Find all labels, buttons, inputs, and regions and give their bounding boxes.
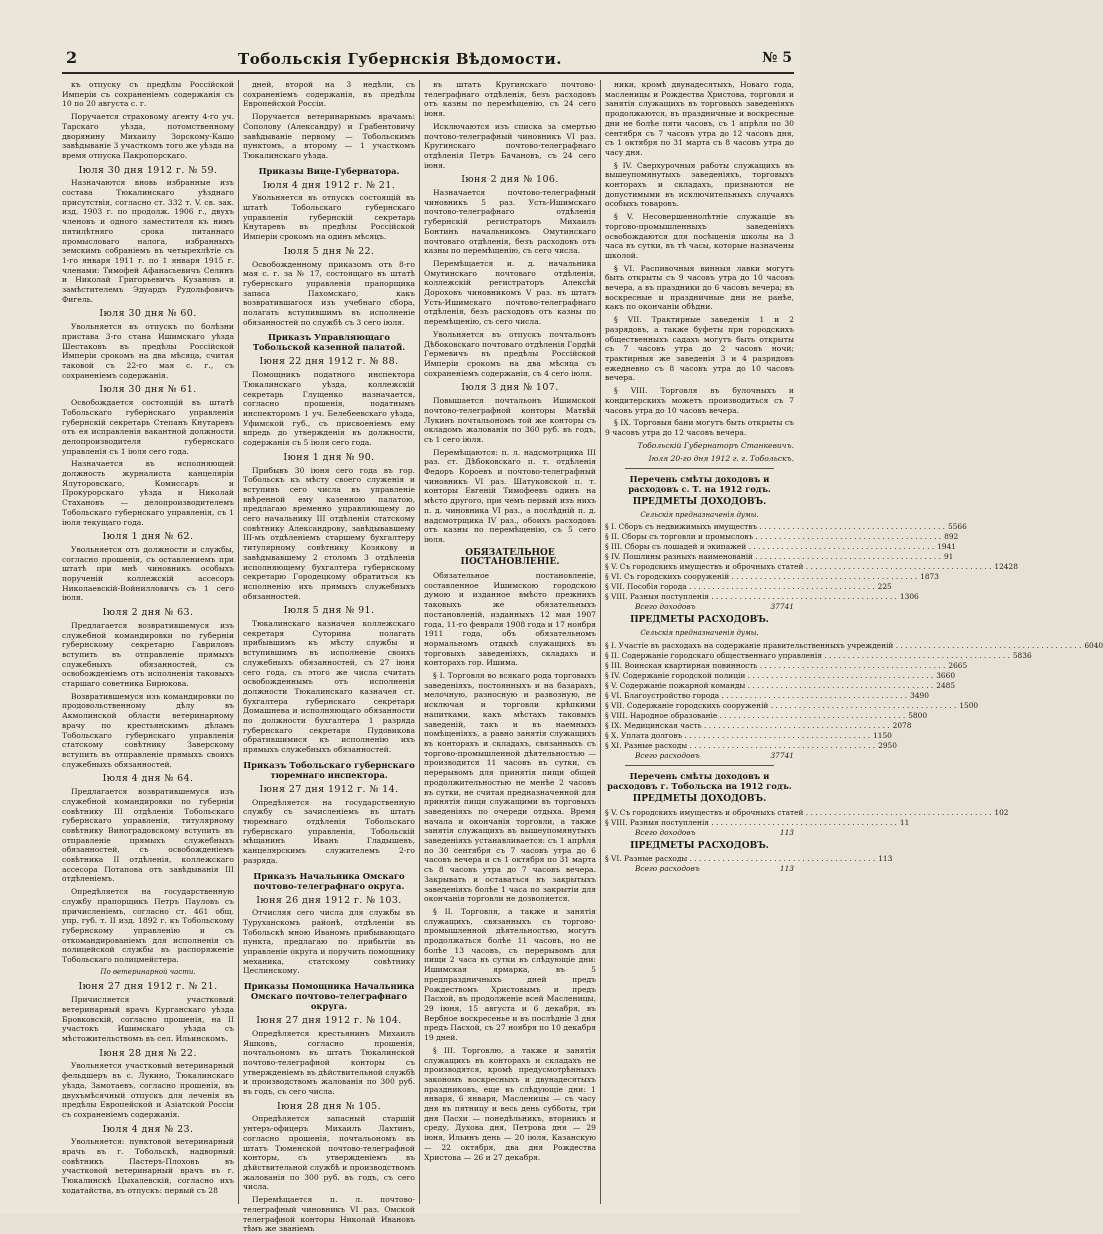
budget-row-amount: 12428 [994,562,1018,572]
budget-row [605,532,959,542]
column-divider [419,80,420,1204]
paragraph: § II. Торговля, а также и занятія служащихъ, связанныхъ съ торгово-промышленной дѣятельностью, могутъ продолжаться болѣе 11 часовъ, но не болѣе 13 часовъ, съ перерывомъ для пищи 2 часа въ сутки въ слѣдующіе дни: Ишимская ярмарка, въ 5 предпраздничныхъ дней предъ Рождествомъ Христовымъ и предъ Пасхой, въ продолженіе всей Масленицы, 29 іюня, 15 августа и 6 декабря, въ Вербное воскресенье и въ послѣдніе 3 дня предъ Пасхой, съ 27 ноября по 10 декабря 19 дней. [424,906,596,1043]
budget-row-label: § IV. Содержаніе городской полиціи . . . [605,671,933,681]
paragraph: Назначаются вновь избранные изъ состава Тюкалинскаго уѣзднаго присутствія, согласно ст. 332 т. V. св. зак. изд. 1903 г. по продолж. 1906 г., двухъ членовъ и одного заместителя къ нимъ пятилѣтняго срока питаннаго промысловаго налога, избранныхъ земскимъ собраніемъ въ четырехлѣтіе съ 1-го января 1911 г. по 1 января 1915 г. членами: Тимофей Афанасьевичъ Селинъ и Николай Григорьевичъ Кузановъ и замѣстителемъ Эдуардъ Рудольфовичъ Фигель. [62,178,234,304]
budget-row-amount: 892 [944,532,959,542]
paragraph: Назначается почтово-телеграфный чиновникъ 5 раз. Усть-Ишимскаго почтово-телеграфнаго отдѣленія губернскій регистраторъ Михаилъ Бонтинъ начальникомъ Омутинскаго почтоваго отдѣленія, безъ расходовъ отъ казны по перемѣщенію, съ сего числа. [424,188,596,256]
budget-row-amount: 102 [994,807,1009,817]
paragraph: ники, кромѣ двунадесятыхъ, Новаго года, масленицы и Рождества Христова, торговля и занятія служащихъ въ торговыхъ заведеніяхъ продолжаются, въ праздничные и воскресные дни не болѣе пяти часовъ, съ 1 апрѣля по 30 сентября съ 7 часовъ утра до 12 часовъ дня, съ 1 октября по 31 марта съ 8 часовъ утра до часу дня. [605,80,794,157]
columns [62,80,1103,1234]
budget-row [605,817,910,828]
budget-row [605,720,912,731]
budget-row [605,807,1009,818]
column-4 [605,80,1103,1204]
paragraph: Перемѣщается и. д. начальника Омутинскаго почтоваго отдѣленія, коллежскій регистраторъ Алексѣй Дороховъ чиновникомъ V раз. въ штатъ Усть-Ишимскаго почтово-телеграфнаго отдѣленія, безъ расходовъ отъ казны по перемѣщенію, съ сего числа. [424,258,596,327]
budget-row-amount: 5800 [908,710,928,720]
paragraph: Освобождается состоящій въ штатѣ Тобольскаго губернскаго управленія губернскій секретарь Степанъ Кнутаревъ отъ ея исправленія вакантной должности делопроизводителя губернскаго управленія съ 1 іюля сего года. [62,398,234,456]
order-date: Іюня 28 дня № 105. [276,1100,382,1112]
order-date: Іюня 27 дня 1912 г. № 104. [256,1015,402,1027]
paragraph: Увольняется отъ должности и службы, согласно прошенія, съ оставлениемъ при штатѣ при мнѣ чиновникъ особыхъ порученій коллежскій ассесоръ Николаевскій-Войнилловичъ съ 1 сего іюля. [62,544,234,603]
order-date: Іюля 4 дня № 64. [102,773,194,785]
paragraph: § VII. Трактирные заведенія 1 и 2 разрядовъ, а также буфеты при городскихъ общественныхъ садахъ могутъ быть открыты съ 7 часовъ утра до 2 часовъ ночи; трактирныя же заведенія 3 и 4 разрядовъ ежедневно съ 8 часовъ утра до 10 часовъ вечера. [605,315,794,383]
budget-section: ПРЕДМЕТЫ РАСХОДОВЪ. [630,615,769,626]
budget-row [605,552,954,562]
order-date: Іюня 1 дня № 90. [283,451,375,463]
budget-row-label: § XI. Разные расходы . . . [605,741,875,751]
budget-row [605,730,892,741]
budget-row-amount: 6040 [1084,640,1103,650]
column-2 [243,80,415,1234]
budget-row-amount: 2078 [892,720,912,730]
budget-row-label: § VI. Съ городскихъ сооруженій . . . [605,572,917,582]
budget-row [605,700,979,711]
budget-row [605,592,919,602]
paragraph: § IX. Торговыя бани могутъ быть открыты съ 9 часовъ утра до 12 часовъ вечера. [605,418,794,437]
order-date: Іюля 2 дня № 63. [102,607,194,619]
paragraph: Увольняется въ отпускъ почтальонъ Дѣбоковскаго почтоваго отдѣленія Гордѣй Гермевичъ въ предѣлы Россійской Имперіи срокомъ на два мѣсяца съ сохраненіемъ содержанія, съ 4 сего іюля. [424,329,596,378]
paragraph: Перемѣщаются: п. л. надсмотрщика III раз. ст. Дѣбоковскаго п. т. отдѣленія Федоръ Короевъ и почтово-телеграфный чиновникъ VI раз. Шатуковской п. т. конторы Евгеній Тимофеевъ одинъ на мѣсто другого, при чемъ первый изъ нихъ п. д. чиновника VI раз., а послѣдній п. д. надсмотрщика IV раз., обоихъ расходовъ отъ казны по перемѣщенію, съ 5 сего іюля. [424,447,596,544]
paragraph: дней, второй на 3 недѣли, съ сохраненіемъ содержанія, въ предѣлы Европейской Россіи. [243,80,415,109]
paragraph: Увольняется въ отпускъ состоящій въ штатѣ Тобольскаго губернскаго управленія губернскій секретарь Кнутаревъ въ предѣлы Россійской Имперіи срокомъ на одинъ мѣсяцъ. [243,193,415,242]
budget-section: ПРЕДМЕТЫ РАСХОДОВЪ. [630,840,769,851]
journal-title: Тобольскія Губернскія Вѣдомости. [238,50,562,68]
paragraph: Возвратившемуся изъ командировки по продовольственному дѣлу въ Акмолинской области ветеринарному врачу по крестьянскимъ дѣламъ Тобольскаго губернскаго управленія статскому совѣтнику Заверскому вступить въ отправленіе прямыхъ своихъ служебныхъ обязанностей. [62,691,234,769]
order-date: Іюля 30 дня № 60. [99,308,197,320]
order-date: Іюля 5 дня № 22. [283,245,375,257]
income-list [605,807,1009,828]
paragraph: § VI. Распивочныя винныя лавки могутъ быть открыты съ 9 часовъ утра до 10 часовъ вечера, а въ праздники до 6 часовъ вечера; въ воскресные и праздничные дни не ранѣе, какъ по окончаніи обѣдни. [605,263,794,312]
budget-row-label: § IX. Медицинская часть . . . [605,721,890,731]
issue-number: № 5 [762,50,792,66]
budget-row-amount: 2950 [878,740,897,750]
paragraph: Опредѣляется на государственную службу прапорщикъ Петръ Пауловъ съ причисленіемъ, согласно ст. 461 общ. упр. губ. т. II изд. 1892 г. къ Тобольскому губернскому управленію и съ откомандированіемъ для исполненія съ полицейской службы въ распоряженіе Тобольскаго полицмейстера. [62,887,234,965]
budget-row-label: § VI. Разные расходы . . . [605,854,875,864]
paragraph: Исключаются изъ списка за смертью почтово-телеграфный чиновникъ VI раз. Кругинскаго почтово-телеграфнаго отдѣленія Петръ Бачановъ, съ 24 сего іюня. [424,121,596,170]
budget-row-amount: 5566 [948,522,967,532]
expense-list [605,640,1103,751]
column-1 [62,80,234,1204]
section-heading: Приказы Вице-Губернатора. [258,165,400,176]
budget-row-amount: 225 [877,582,892,592]
budget-row-amount: 2485 [936,680,956,690]
column-3 [424,80,596,1204]
paragraph: Прибывъ 30 іюня сего года въ гор. Тобольскъ къ мѣсту своего служенія и вступивъ сего числа въ управленіе ввѣренной ему казенною палатою, предлагаю временно управляющему до сего начальнику III отдѣленія статскому совѣтнику Александрову, завѣдывавшему III-мъ отдѣленіемъ старшему бухгалтеру титулярному совѣтнику Козякову и завѣдывавшему 2 столомъ 3 отдѣленія исполняющему бухгалтера губернскому секретарю Городецкому обратиться къ исполненію ихъ прямыхъ служебныхъ обязанностей. [243,465,415,601]
section-heading: Приказъ Тобольскаго губернскаго тюремнаго инспектора. [243,759,415,780]
budget-row [605,710,928,721]
order-date: Іюня 27 дня 1912 г. № 14. [259,783,399,795]
budget-row-label: § I. Участіе въ расходахъ на содержаніе правительственныхъ учрежденій . . . [605,641,1081,651]
order-date: Іюля 30 дня № 61. [99,384,197,396]
order-date: Іюня 2 дня № 106. [461,174,559,186]
signature: Тобольскій Губернаторъ Станкевичъ. [637,440,794,450]
expense-total: Всего расходовъ 37741 [635,750,794,760]
budget-row-amount: 2665 [948,660,968,670]
paragraph: § VIII. Торговля въ булочныхъ и кондитерскихъ можетъ производиться съ 7 часовъ утра до 10 часовъ вечера. [605,386,794,415]
budget-row-label: § VII. Содержаніе городскихъ сооруженій . . . [605,701,956,711]
budget-section: ПРЕДМЕТЫ ДОХОДОВЪ. [632,793,767,804]
budget-row [605,854,893,864]
order-date: Іюня 27 дня 1912 г. № 21. [78,981,218,993]
income-total: Всего доходовъ 37741 [635,602,794,612]
budget-row-label: § VII. Пособія города . . . [605,582,875,592]
divider [625,468,774,469]
order-date: Іюня 26 дня 1912 г. № 103. [256,894,402,906]
section-heading: Приказъ Начальника Омскаго почтово-телеграфнаго округа. [253,870,405,891]
column-divider [238,80,239,1204]
paragraph: Обязательное постановленіе, составленное Ишимскою городскою думою и изданное вмѣсто прежнихъ таковыхъ же обязательныхъ постановленій, изданныхъ 12 мая 1907 года, 11-го февраля 1908 года и 17 ноября 1911 года, объ обязательномъ нормальномъ отдыхѣ служащихъ въ торговыхъ заведеніяхъ, складахъ и конторахъ гор. Ишима. [424,571,597,668]
order-date: Іюля 4 дня № 23. [102,1123,194,1135]
column-divider [600,80,601,1204]
budget-row-amount: 1500 [959,700,979,710]
expense-total: Всего расходовъ 113 [635,864,794,874]
budget-subtitle: Сельскія предназначенія думы. [640,510,759,519]
budget-row [605,670,956,681]
order-date: Іюля 30 дня 1912 г. № 59. [78,164,218,176]
order-date: Іюля 1 дня № 62. [102,531,194,543]
budget-section: ПРЕДМЕТЫ ДОХОДОВЪ. [632,497,767,508]
budget-row-amount: 91 [943,552,954,562]
header-rule [62,72,794,74]
paragraph: Увольняется участковый ветеринарный фельдшеръ въ с. Лукино, Тюкалинскаго уѣзда, Замотаевъ, согласно прошенія, въ двухъмѣсячный отпускъ для леченія въ предѣлы Европейской и Азіатской Россіи съ сохраненіемъ содержанія. [62,1061,234,1119]
budget-row-label: § V. Съ городскихъ имуществъ и оброчныхъ статей . . . [605,808,991,818]
paragraph: § V. Несовершеннолѣтніе служащіе въ торгово-промышленныхъ заведеніяхъ освобождаются для посѣщенія школы на 3 часа въ сутки, въ тѣ часы, которые назначены школой. [605,212,794,260]
order-date: Іюня 28 дня № 22. [99,1047,197,1059]
budget-row-label: § VIII. Народное образованіе . . . [605,711,905,721]
budget-row [605,680,956,691]
budget-row-label: § II. Сборы съ торговли и промысловъ . . . [605,532,941,542]
budget-subtitle: Сельскія предназначенія думы. [640,629,759,638]
budget-row [605,562,1018,572]
paragraph: Поручается ветеринарнымъ врачамъ: Сополову (Александру) и Грабентовичу завѣдываніе первому — Тобольскимъ пунктомъ, а второму — 1 участкомъ Тюкалинскаго уѣзда. [243,112,415,160]
paragraph: Причисляется участковый ветеринарный врачъ Курганскаго уѣзда Бровковскій, согласно прошенія, на II участокъ Ишимскаго уѣзда съ мѣстожительствомъ въ сел. Ильинскомъ. [62,995,234,1043]
order-date: Іюля 3 дня № 107. [461,382,559,394]
paragraph: § I. Торговля во всякаго рода торговыхъ заведеніяхъ, постоянныхъ и на базарахъ, мелочную, разносную и развозную, не исключая и торговли крѣпкими напитками, какъ мѣстахъ таковыхъ заведеній, такъ и въ наемныхъ помѣщеніяхъ, а равно занятія служащихъ въ конторахъ и складахъ, связанныхъ съ торгово-промышленной дѣятельностью — производится 11 часовъ въ сутки, съ перерывомъ для принятія пищи общей продолжительностью не менѣе 2 часовъ въ сутки, не считая предназначенной для принятія пищи служащими въ торговыхъ заведеніяхъ по очереди отдыха. Время начала и окончанія торговли, а также занятія служащихъ въ вышеупомянутыхъ заведеніяхъ устанавливается: съ 1 апрѣля по 30 сентября съ 7 часовъ утра до 6 часовъ вечера и съ 1 октября по 31 марта съ 8 часовъ утра до 7 часовъ вечера. Закрывать и оставаться въ закрытыхъ заведеніяхъ болѣе 1 часа по закрытіи для окончанія торговли не дозволяется. [424,671,596,904]
budget-row-amount: 113 [878,854,893,864]
paragraph: Опредѣляется запасный старшій унтеръ-офицеръ Михаилъ Лахтинъ, согласно прошенія, почтальономъ въ штатъ Тюменской почтово-телеграфной конторы, съ утвержденіемъ въ дѣйствительной службѣ и производствомъ жалованія по 300 руб. въ годъ, съ сего числа. [243,1114,415,1192]
paragraph: Тюкалинскаго казначея коллежскаго секретаря Суторина полагать прибывшимъ къ мѣсту службы и вступившимъ въ исполненіе своихъ служебныхъ обязанностей, съ 27 іюня сего года, съ этого же числа считать освобожденнымъ отъ исполненія должности Тюкалинскаго казначея ст. бухгалтера губернскаго секретаря Домашнева и исполняющаго обязанности по должности бухгалтера 1 разряда губернскаго секретаря Пудовикова обратившимися къ исполненію ихъ прямыхъ служебныхъ обязанностей. [243,619,415,755]
order-date: Іюля 4 дня 1912 г. № 21. [262,179,396,191]
order-date: Іюля 5 дня № 91. [283,605,375,617]
paragraph: Назначается въ исполняющей должность журналиста канцеляріи Ялуторовскаго, Комиссаръ и Прокурорскаго уѣзда и Николай Стахановъ — делопроизводителемъ Тобольскаго губернскаго управленія, съ 1 іюля текущаго года. [62,459,234,527]
budget-row [605,582,892,592]
budget-row [605,690,929,701]
budget-row-label: § V. Содержаніе пожарной команды . . . [605,681,933,691]
budget-row-amount: 3490 [910,690,929,700]
budget-row [605,522,967,532]
budget-row-label: § III. Воинская квартирная повинность . . . [605,661,945,671]
section-heading: ОБЯЗАТЕЛЬНОЕ ПОСТАНОВЛЕНІЕ. [460,547,560,568]
paragraph: Помощникъ податного инспектора Тюкалинскаго уѣзда, коллежскій секретарь Глущенко назначается, согласно прошенія, податнымъ инспекторомъ 1 уч. Белебеевскаго уѣзда, Уфимской губ., съ присвоеніемъ ему впредь до утвержденія въ должности, содержанія съ 5 іюля сего года. [243,370,415,448]
income-list [605,522,1018,602]
section-heading: Приказы Помощника Начальника Омскаго почтово-телеграфнаго округа. [243,981,415,1012]
paragraph: Опредѣляется крестьянинъ Михаилъ Яшковъ, согласно прошенія, почтальономъ въ штатъ Тюкалинской почтово-телеграфной конторы съ утвержденіемъ въ дѣйствительной службѣ и производствомъ жалованія по 300 руб. въ годъ, съ сего числа. [243,1028,415,1097]
budget-row-label: § VI. Благоустройство города . . . [605,691,907,701]
budget-row [605,660,968,671]
section-heading: Приказъ Управляющаго Тобольской казенной палатой. [252,332,406,353]
budget-row [605,542,956,552]
budget-row-amount: 3660 [936,670,956,680]
page-number: 2 [66,48,78,67]
budget-row-amount: 1941 [937,542,956,552]
income-total: Всего доходовъ 113 [635,827,794,837]
page-header [0,0,800,68]
paragraph: Предлагается возвратившемуся изъ служебной командировки по губерніи губернскому секретарю Гавриловъ вступить въ отправленіе прямыхъ служебныхъ обязанностей, съ освобожденіемъ отъ исполненія таковыхъ старшаго советника Бирюкова. [62,620,234,689]
budget-row-amount: 11 [899,817,910,827]
budget-row [605,572,939,582]
expense-list [605,854,893,864]
budget-row-label: § III. Сборы съ лошадей и экипажей . . . [605,542,934,552]
order-date: Іюня 22 дня 1912 г. № 88. [259,356,399,368]
budget-title: Перечень смѣты доходовъ и расходовъ с. Т. на 1912 годъ. [628,474,771,495]
budget-row-label: § VIII. Разныя поступленія . . . [605,592,897,602]
paragraph: къ отпуску съ предѣлы Россійской Имперіи съ сохраненіемъ содержанія съ 10 по 20 августа с. г. [62,80,234,109]
paragraph: Опредѣляется на государственную службу съ зачисленіемъ въ штатъ тюремнаго отдѣленія Тобольскаго губернскаго управленія, Тобольскій мѣщанинъ Иванъ Гладышевъ, канцелярскимъ служителемъ 2-го разряда. [243,797,415,865]
budget-row-amount: 5836 [1012,650,1032,660]
budget-row-label: § IV. Пошлины разныхъ наименованій . . . [605,552,941,562]
budget-row-amount: 1306 [899,592,919,602]
divider [625,765,774,766]
budget-row-label: § I. Сборъ съ недвижимыхъ имуществъ . . . [605,522,945,532]
paragraph: § IV. Сверхурочныя работы служащихъ въ вышеупомянутыхъ заведеніяхъ, торговыхъ конторахъ и складахъ, признаются не допустимыми въ исключительныхъ случаяхъ особыхъ товаровъ. [605,160,794,209]
paragraph: Перемѣщается п. л. почтово-телеграфный чиновникъ VI раз. Омской телеграфной конторы Николай Ивановъ тѣмъ же званіемъ [243,1195,415,1234]
signature-date: Іюля 20-го дня 1912 г. г. Тобольскъ. [648,454,794,464]
budget-row-label: § II. Содержаніе городскаго общественнаго управленія . . . [605,651,1010,661]
budget-title: Перечень смѣты доходовъ и расходовъ г. Тобольска на 1912 годъ. [607,770,792,791]
paragraph: Поручается страховому агенту 4-го уч. Тарскаго уѣзда, потомственному дворянину Михаилу Зорскому-Кашо завѣдываніе 3 участкомъ того же уѣзда на время отпуска Пакропорскаго. [62,112,234,160]
budget-row [605,650,1032,661]
paragraph: Отчисляя сего числа для службы въ Туруханскомъ районѣ, отдѣленіи въ Тобольскѣ мною Иваномъ прибывающаго пункта, предлагаю по прибытіи въ управленіе округа и поручить помощнику механика, статскому совѣтнику Цеслинскому. [243,908,415,976]
paragraph: Увольняется въ отпускъ по болѣзни пристава 3-го стана Ишимскаго уѣзда Шестаковъ въ предѣлы Россійской Имперіи срокомъ на два мѣсяца, считая таковой съ 22-го мая с. г., съ сохраненіемъ содержанія. [62,322,234,380]
section-subtitle: По ветеринарной части. [100,967,196,976]
budget-row-label: § VIII. Разныя поступленія . . . [605,818,897,828]
budget-row-amount: 1150 [873,730,892,740]
paragraph: Увольняется: пунктовой ветеринарный врачъ въ г. Тобольскѣ, надворный совѣтникъ Пастеръ-Плоховъ въ участковой ветеринарный врачъ въ г. Тюкалинскѣ Цыхалевскій, согласно ихъ ходатайства, въ отпускъ: первый съ 28 [62,1137,234,1195]
budget-row-label: § V. Съ городскихъ имуществъ и оброчныхъ статей . . . [605,562,991,572]
paragraph: Предлагается возвратившемуся изъ служебной командировки по губерніи совѣтнику III отдѣленія Тобольскаго губернскаго управленія, титулярному совѣтнику Виноградовскому вступить въ отправленіе прямыхъ служебныхъ обязанностей, съ освобожденіемъ совѣтника II отдѣленія, коллежскаго ассесора Потапова отъ завѣдыванія III отдѣленіемъ. [62,787,234,884]
paragraph: § III. Торговлю, а также и занятія служащихъ въ конторахъ и складахъ не производятся, кромѣ предусмотрѣнныхъ закономъ воскресныхъ и двунадесятыхъ праздниковъ, еще въ слѣдующіе дни: 1 января, 6 января, Масленицы — съ часу дня въ пятницу и весь день субботы, три дня Пасхи — понедѣльникъ, вторникъ и среду, Духова дня, Петрова дня — 29 іюня, Ильинъ день — 20 іюля, Казанскую — 22 октября, два дня Рождества Христова — 26 и 27 декабря. [424,1045,596,1162]
paragraph: въ штатъ Кругинскаго почтово-телеграфнаго отдѣленія, безъ расходовъ отъ казны по перемѣщенію, съ 24 сего іюня. [424,80,596,119]
paragraph: Повышается почтальонъ Ишимской почтово-телеграфной конторы Матвѣй Лукинъ почтальономъ той же конторы съ окладомъ жалованія по 360 руб. въ годъ, съ 1 сего іюля. [424,396,596,444]
budget-row [605,640,1103,651]
budget-row [605,740,897,751]
budget-row-label: § X. Уплата долговъ . . . [605,731,870,741]
budget-row-amount: 1873 [920,572,939,582]
paragraph: Освобожденному приказомъ отъ 8-го мая с. г. за № 17, состоящаго въ штатѣ губернскаго управленія прапорщика запаса Пахомскаго, какъ возвратившагося изъ учебнаго сбора, полагать вступившимъ въ исполненіе обязанностей по службѣ съ 3 сего іюля. [243,259,415,327]
